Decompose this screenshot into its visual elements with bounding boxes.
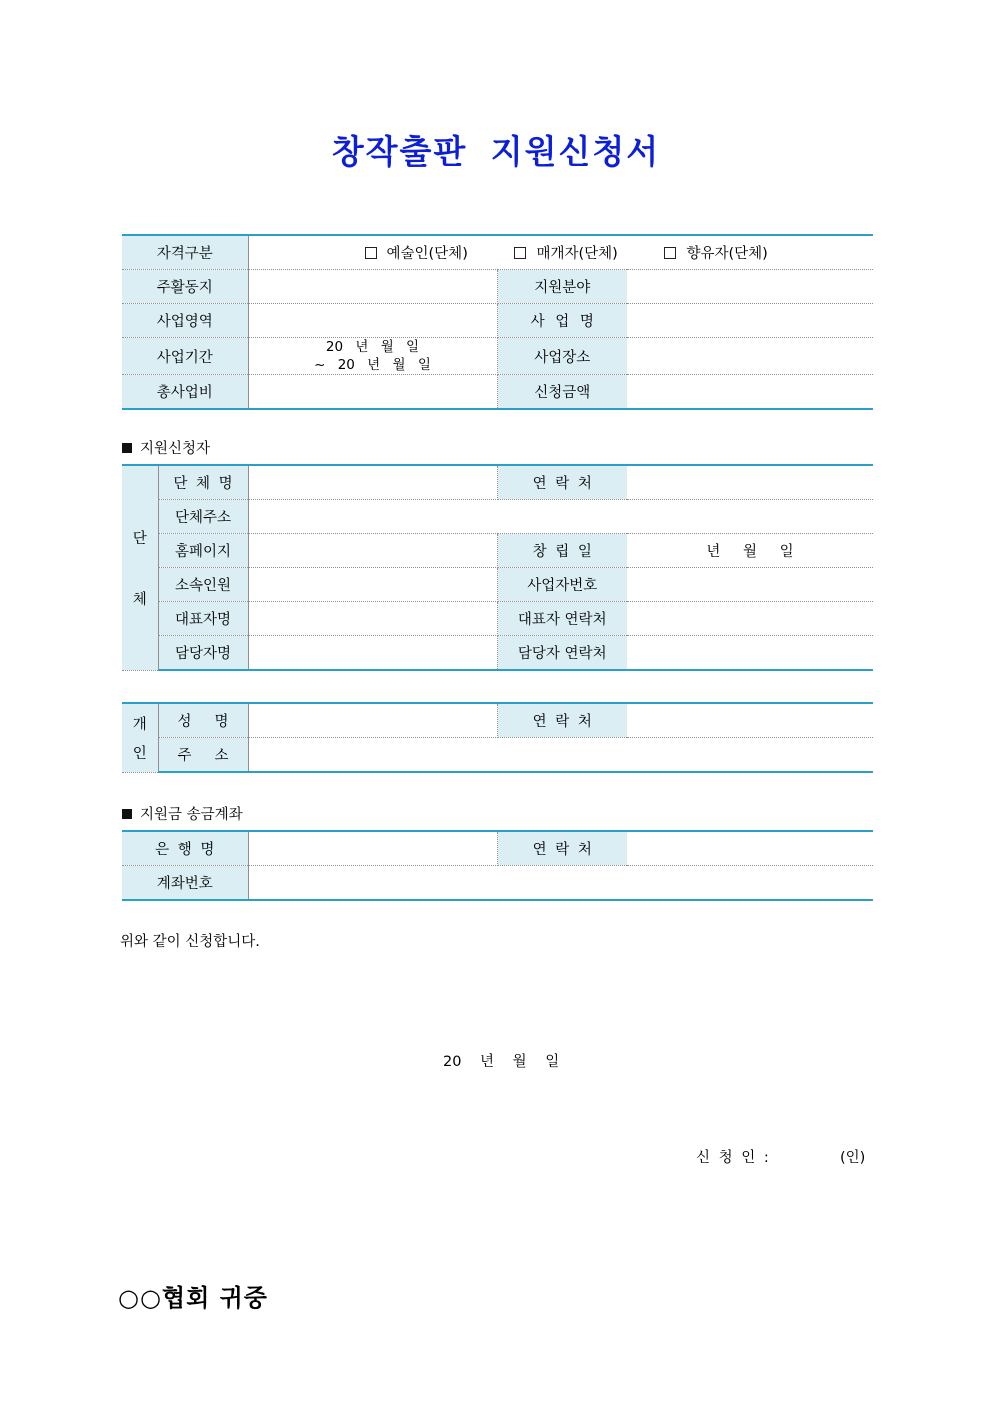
group-address-row	[122, 500, 873, 534]
biz-no-label: 사업자번호	[497, 568, 627, 602]
rep-contact-label: 대표자 연락처	[497, 602, 627, 636]
individual-contact-field[interactable]	[627, 703, 873, 738]
founded-label: 창 립 일	[497, 534, 627, 568]
members-label: 소속인원	[158, 568, 248, 602]
period-label: 사업기간	[122, 338, 248, 375]
checkbox-icon[interactable]	[365, 247, 377, 259]
account-section-heading: 지원금 송금계좌	[122, 803, 243, 824]
qualification-row	[122, 235, 873, 270]
individual-address-label: 주 소	[158, 738, 248, 773]
account-no-row	[122, 866, 873, 901]
homepage-field[interactable]	[248, 534, 497, 568]
group-contact-field[interactable]	[627, 465, 873, 500]
applicant-section-heading: 지원신청자	[122, 437, 210, 458]
biz-no-field[interactable]	[627, 568, 873, 602]
individual-address-field[interactable]	[248, 738, 873, 773]
business-area-row	[122, 304, 873, 338]
business-area-label: 사업영역	[122, 304, 248, 338]
business-name-label: 사 업 명	[497, 304, 627, 338]
account-no-label: 계좌번호	[122, 866, 248, 901]
seal-mark: (인)	[840, 1150, 866, 1166]
group-name-field[interactable]	[248, 465, 497, 500]
period-field[interactable]	[248, 338, 497, 375]
manager-name-field[interactable]	[248, 636, 497, 671]
rep-name-field[interactable]	[248, 602, 497, 636]
members-field[interactable]	[248, 568, 497, 602]
rep-row	[122, 602, 873, 636]
option-mediator[interactable]: 매개자(단체)	[514, 242, 617, 263]
group-applicant-table	[122, 464, 873, 671]
statement-text: 위와 같이 신청합니다.	[120, 934, 260, 950]
account-contact-field[interactable]	[627, 831, 873, 866]
members-row	[122, 568, 873, 602]
main-area-label: 주활동지	[122, 270, 248, 304]
checkbox-icon[interactable]	[664, 247, 676, 259]
period-start: 20 년 월 일	[325, 339, 420, 355]
period-row	[122, 338, 873, 375]
support-field-field[interactable]	[627, 270, 873, 304]
rep-contact-field[interactable]	[627, 602, 873, 636]
business-name-field[interactable]	[627, 304, 873, 338]
manager-row	[122, 636, 873, 671]
group-name-row	[122, 465, 873, 500]
group-side-label: 단 체	[122, 465, 158, 670]
total-cost-label: 총사업비	[122, 375, 248, 410]
manager-contact-label: 담당자 연락처	[497, 636, 627, 671]
group-address-field[interactable]	[248, 500, 873, 534]
manager-name-label: 담당자명	[158, 636, 248, 671]
bank-row	[122, 831, 873, 866]
option-artist[interactable]: 예술인(단체)	[365, 242, 468, 263]
main-area-field[interactable]	[248, 270, 497, 304]
account-table	[122, 830, 873, 901]
location-label: 사업장소	[497, 338, 627, 375]
applicant-signature-label: 신 청 인 :	[696, 1150, 769, 1166]
account-contact-label: 연 락 처	[497, 831, 627, 866]
individual-name-row	[122, 703, 873, 738]
homepage-label: 홈페이지	[158, 534, 248, 568]
qualification-label: 자격구분	[122, 235, 248, 270]
support-field-label: 지원분야	[497, 270, 627, 304]
group-contact-label: 연 락 처	[497, 465, 627, 500]
individual-contact-label: 연 락 처	[497, 703, 627, 738]
checkbox-icon[interactable]	[514, 247, 526, 259]
group-address-label: 단체주소	[158, 500, 248, 534]
qualification-options	[248, 235, 873, 270]
location-field[interactable]	[627, 338, 873, 375]
individual-address-row	[122, 738, 873, 773]
individual-side-label: 개 인	[122, 703, 158, 772]
square-bullet-icon	[122, 809, 132, 819]
square-bullet-icon	[122, 443, 132, 453]
signature-date: 20 년 월 일	[443, 1054, 560, 1070]
individual-name-field[interactable]	[248, 703, 497, 738]
founded-field[interactable]: 년 월 일	[627, 534, 873, 568]
basic-info-table	[122, 234, 873, 410]
request-amount-label: 신청금액	[497, 375, 627, 410]
homepage-row	[122, 534, 873, 568]
recipient-text: ○○협회 귀중	[118, 1284, 268, 1312]
main-area-row	[122, 270, 873, 304]
business-area-field[interactable]	[248, 304, 497, 338]
option-audience[interactable]: 향유자(단체)	[664, 242, 767, 263]
manager-contact-field[interactable]	[627, 636, 873, 671]
individual-name-label: 성 명	[158, 703, 248, 738]
request-amount-field[interactable]	[627, 375, 873, 410]
bank-field[interactable]	[248, 831, 497, 866]
cost-row	[122, 375, 873, 410]
group-name-label: 단 체 명	[158, 465, 248, 500]
document-title: 창작출판 지원신청서	[331, 132, 661, 171]
bank-label: 은 행 명	[122, 831, 248, 866]
total-cost-field[interactable]	[248, 375, 497, 410]
individual-applicant-table	[122, 702, 873, 773]
period-end: ~ 20 년 월 일	[314, 357, 431, 373]
rep-name-label: 대표자명	[158, 602, 248, 636]
account-no-field[interactable]	[248, 866, 873, 901]
